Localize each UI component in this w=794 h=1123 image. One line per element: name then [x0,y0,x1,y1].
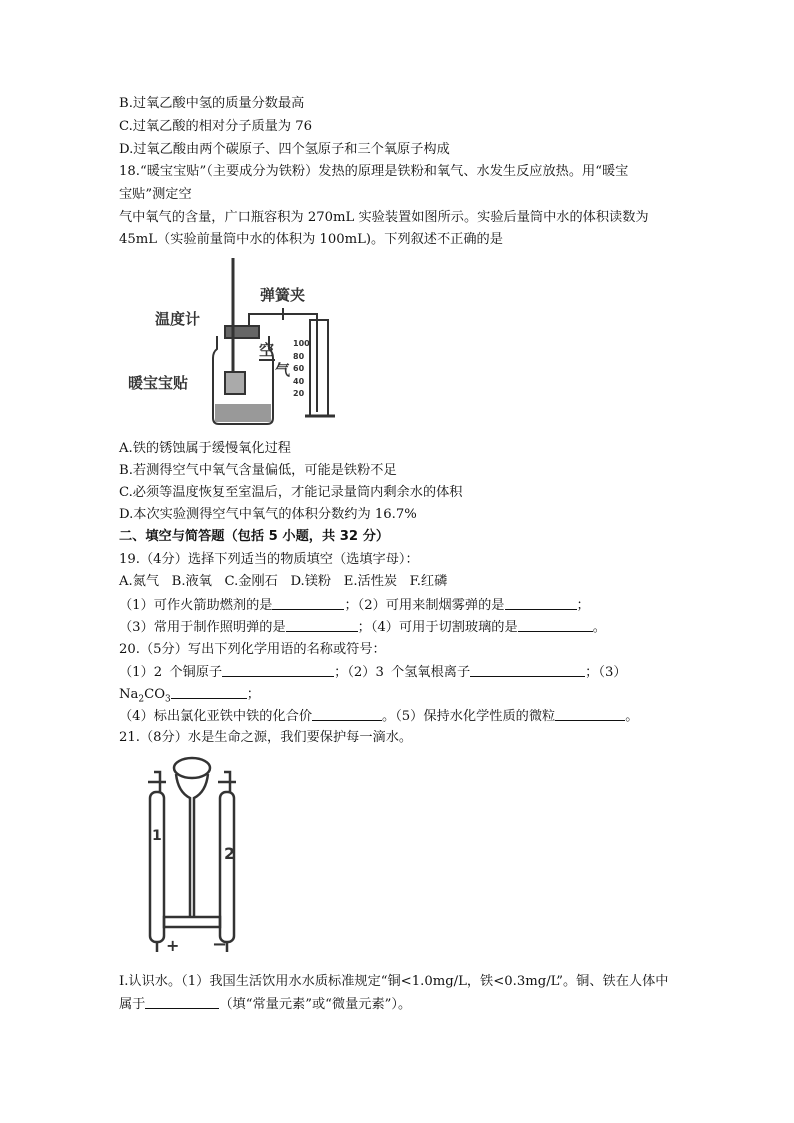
q19-part4-end: 。 [592,620,606,635]
q20-blank5[interactable] [555,707,625,721]
scale-100: 100 [293,339,310,348]
q19-options: A.氮气 B.液氧 C.金刚石 D.镁粉 E.活性炭 F.红磷 [119,574,448,589]
q19-row2 [119,618,606,637]
q20-part5-end: 。 [625,709,639,724]
q18-option-a: A.铁的锈蚀属于缓慢氧化过程 [119,441,291,456]
q20-blank4[interactable] [312,707,382,721]
tube-2-label: 2 [224,844,236,863]
q21-i-line2 [119,995,411,1014]
q18-stem-line3: 气中氧气的含量，广口瓶容积为 270mL 实验装置如图所示。实验后量筒中水的体积读数为 [119,210,649,225]
q19-blank4[interactable] [518,618,593,632]
apparatus-diagram [125,254,350,430]
q20-part4: （4）标出氯化亚铁中铁的化合价 [119,709,313,724]
q20-part5: 。（5）保持水化学性质的微粒 [382,709,556,724]
q20-stem: 20.（5分）写出下列化学用语的名称或符号： [119,642,386,657]
formula-co: CO [144,687,166,702]
formula-na-sub: 2 [138,694,145,705]
oxygen-apparatus-figure [125,254,350,430]
section-two-title: 二、填空与简答题（包括 5 小题，共 32 分） [119,529,390,544]
q18-option-b: B.若测得空气中氧气含量偏低，可能是铁粉不足 [119,463,397,478]
q17-option-c: C.过氧乙酸的相对分子质量为 76 [119,119,313,134]
q19-part2: ；（2）可用来制烟雾弹的是 [344,598,505,613]
q19-part3: （3）常用于制作照明弹的是 [119,620,286,635]
formula-na: Na [119,687,139,702]
air-label-2: 气 [275,361,291,379]
scale-80: 80 [293,351,305,361]
q20-part3: ；（3） [585,665,627,680]
warmer-label: 暖宝宝贴 [128,374,189,392]
q20-row3 [119,707,638,726]
q18-stem-line2: 宝贴”测定空 [119,187,192,202]
q19-blank2[interactable] [505,596,577,610]
formula-co-sub: 3 [165,694,171,705]
q19-part2-end: ； [576,598,590,613]
thermometer-label: 温度计 [155,310,201,328]
minus-electrode-label: − [212,934,228,955]
scale-20: 20 [293,389,305,398]
q19-part4: ；（4）可用于切割玻璃的是 [357,620,518,635]
q20-part2: ；（2）3 个氢氧根离子 [334,665,471,680]
clamp-label: 弹簧夹 [260,286,306,304]
q17-option-b: B.过氧乙酸中氢的质量分数最高 [119,96,305,111]
q21-i2-prefix: 属于 [119,997,146,1012]
cylinder-scale [293,338,310,401]
q18-stem-line4: 45mL（实验前量筒中水的体积为 100mL)。下列叙述不正确的是 [119,232,503,247]
q20-blank3[interactable] [171,685,247,699]
q21-i-line1: I.认识水。（1）我国生活饮用水水质标准规定“铜<1.0mg/L，铁<0.3mg/L”。铜、铁在人体中 [119,974,669,989]
q17-option-d: D.过氧乙酸由两个碳原子、四个氢原子和三个氧原子构成 [119,142,450,157]
q18-stem-line1: 18.“暖宝宝贴”（主要成分为铁粉）发热的原理是铁粉和氧气、水发生反应放热。用“暖宝 [119,164,629,179]
q20-row1 [119,663,627,682]
air-label-1: 空 [259,341,275,359]
q19-stem: 19.（4分）选择下列适当的物质填空（选填字母）： [119,552,419,567]
q18-option-d: D.本次实验测得空气中氧气的体积分数约为 16.7% [119,507,417,522]
scale-60: 60 [293,364,305,373]
q20-blank1[interactable] [222,663,334,677]
formula-end: ； [246,687,260,702]
q21-i2-suffix: （填“常量元素”或“微量元素”）。 [219,997,412,1012]
q19-blank1[interactable] [272,596,344,610]
q18-option-c: C.必须等温度恢复至室温后，才能记录量筒内剩余水的体积 [119,485,463,500]
plus-electrode-label: + [166,936,180,955]
q19-row1 [119,596,590,615]
q19-part1: （1）可作火箭助燃剂的是 [119,598,273,613]
q20-row2 [119,685,260,709]
q21-blank1[interactable] [145,995,219,1009]
q20-blank2[interactable] [470,663,585,677]
electrolysis-diagram [128,752,256,957]
scale-40: 40 [293,376,305,386]
q21-stem: 21.（8分）水是生命之源，我们要保护每一滴水。 [119,730,413,745]
q20-part1: （1）2 个铜原子 [119,665,223,680]
q19-blank3[interactable] [286,618,358,632]
electrolysis-figure [128,752,256,957]
tube-1-label: 1 [152,828,162,844]
